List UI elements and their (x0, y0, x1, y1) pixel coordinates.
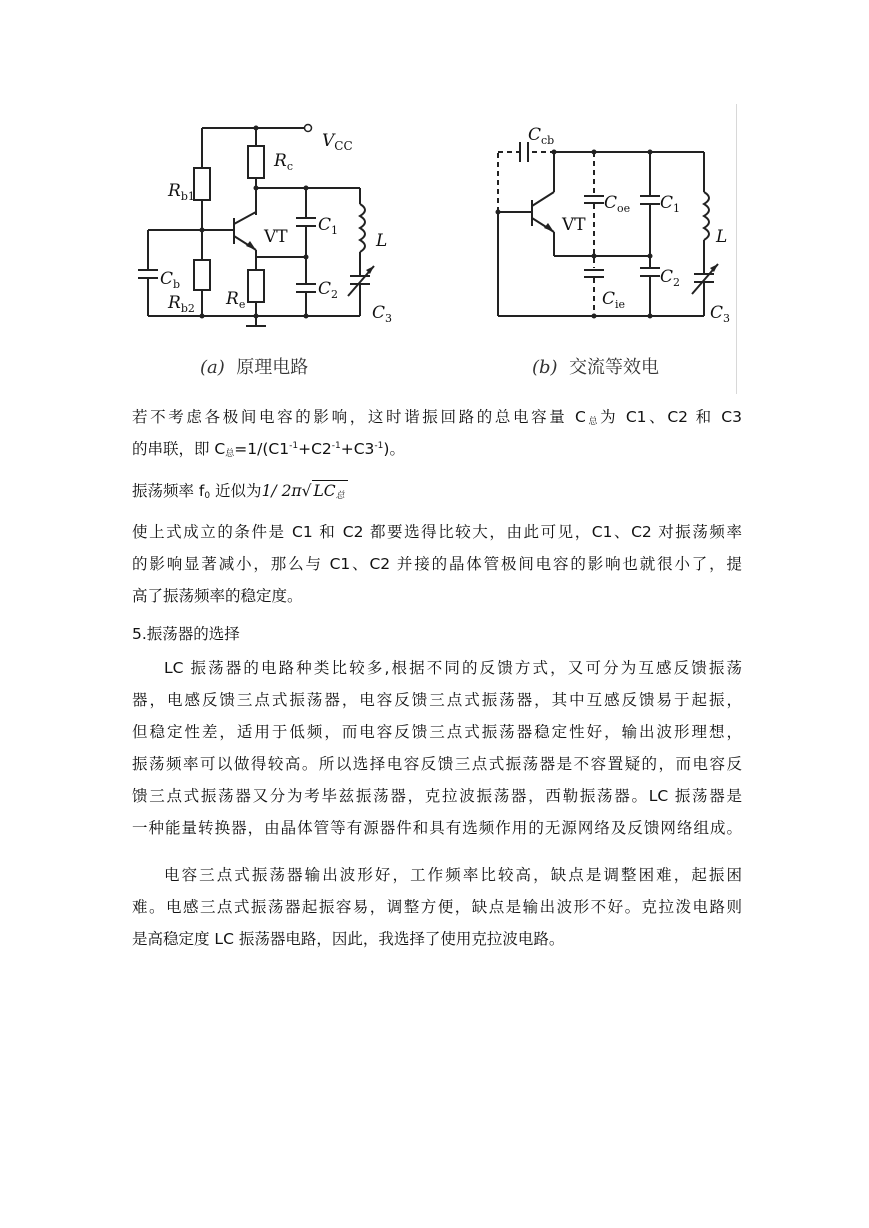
paragraph-capacitance (132, 401, 742, 465)
text-line: 的影响显著减小，那么与 C1、C2 并接的晶体管极间电容的影响也就很小了，提 (132, 555, 742, 573)
figure-border (736, 104, 737, 394)
text-line: 电容三点式振荡器输出波形好，工作频率比较高，缺点是调整困难，起振困 (164, 866, 742, 884)
label-rb2: $R_{b2}$ (168, 293, 195, 315)
label-coe: $C_{oe}$ (604, 193, 631, 215)
text-line: 若不考虑各极间电容的影响，这时谐振回路的总电容量 $C_总$为 C1、C2 和 C3 (132, 408, 742, 427)
paragraph-oscillator-selection (132, 652, 742, 844)
label-c3-a: $C_3$ (372, 303, 393, 325)
frequency-formula: 1/ 2π√ $LC_总$ (262, 482, 348, 500)
paragraph-conclusion (132, 859, 742, 955)
label-c1-b: $C_1$ (660, 193, 681, 215)
label-rc: $R_c$ (274, 151, 293, 173)
text-line: 高了振荡频率的稳定度。 (132, 587, 303, 605)
text-line: 一种能量转换器，由晶体管等有源器件和具有选频作用的无源网络及反馈网络组成。 (132, 819, 742, 837)
text-line: 难。电感三点式振荡器起振容易，调整方便，缺点是输出波形不好。克拉泼电路则 (132, 898, 742, 916)
label-l-b: L (716, 227, 728, 247)
caption-a: (a) 原理电路 (200, 357, 309, 378)
caption-b: (b) 交流等效电 (532, 357, 660, 378)
label-rb1: $R_{b1}$ (168, 181, 195, 203)
label-c1-a: $C_1$ (318, 215, 339, 237)
section-title: 5.振荡器的选择 (132, 625, 240, 643)
text-line: 的串联，即 $C_总=1/(C1^{-1}+C2^{-1}+C3^{-1})$。 (132, 440, 405, 459)
circuit-diagrams (128, 100, 740, 350)
text-line: 振荡频率可以做得较高。所以选择电容反馈三点式振荡器是不容置疑的，而电容反 (132, 755, 742, 773)
label-vt-b: VT (562, 215, 586, 235)
label-ccb: $C_{cb}$ (528, 125, 555, 147)
paragraph-condition (132, 516, 742, 612)
label-cb: $C_b$ (160, 269, 181, 291)
label-c2-b: $C_2$ (660, 267, 681, 289)
label-c3-b: $C_3$ (710, 303, 731, 325)
text-line: 馈三点式振荡器又分为考毕兹振荡器，克拉波振荡器，西勒振荡器。LC 振荡器是 (132, 787, 742, 805)
text-line: 器，电感反馈三点式振荡器，电容反馈三点式振荡器，其中互感反馈易于起振， (132, 691, 742, 709)
label-vt-a: VT (264, 227, 288, 247)
text-line: LC 振荡器的电路种类比较多,根据不同的反馈方式，又可分为互感反馈振荡 (164, 659, 742, 677)
label-re: $R_e$ (226, 289, 246, 311)
label-c2-a: $C_2$ (318, 279, 339, 301)
label-l-a: L (376, 231, 388, 251)
text-line: 使上式成立的条件是 C1 和 C2 都要选得比较大，由此可见，C1、C2 对振荡频率 (132, 523, 742, 541)
text-line: 但稳定性差，适用于低频，而电容反馈三点式振荡器稳定性好，输出波形理想， (132, 723, 742, 741)
frequency-line: 振荡频率 $f_0$ 近似为1/ 2π√ $LC_总$ (132, 475, 742, 507)
label-vcc: $V_{CC}$ (322, 131, 353, 153)
label-cie: $C_{ie}$ (602, 289, 626, 311)
text-line: 是高稳定度 LC 振荡器电路，因此，我选择了使用克拉波电路。 (132, 930, 565, 948)
